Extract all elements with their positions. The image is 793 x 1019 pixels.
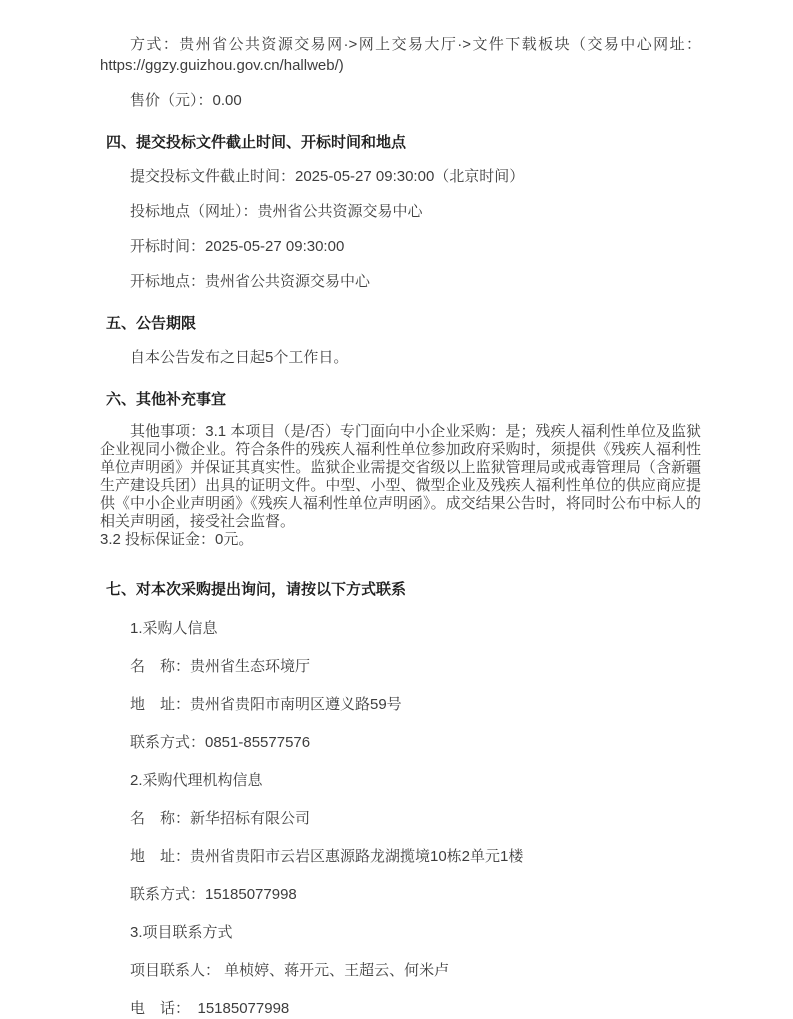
bid-deposit-line: 3.2 投标保证金：0元。 <box>100 531 254 548</box>
agency-info-title: 2.采购代理机构信息 <box>130 772 263 789</box>
document-price-line: 售价（元）：0.00 <box>130 92 242 109</box>
other-matters-paragraph: 其他事项：3.1 本项目（是/否）专门面向中小企业采购：是；残疾人福利性单位及监狱企业视同小微企业。符合条件的残疾人福利性单位参加政府采购时，须提供《残疾人福利性单位声明函》并保证其真实性。监狱企业需提交省级以上监狱管理局或戒毒管理局（含新疆生产建设兵团）出具的证明文件。中型、小型、微型企业及残疾人福利性单位的供应商应提供《中小企业声明函》《残疾人福利性单位声明函》。成交结果公告时，将同时公布中标人的相关声明函，接受社会监督。 <box>100 423 701 530</box>
agency-name-line: 名 称：新华招标有限公司 <box>130 810 311 827</box>
bid-opening-time-line: 开标时间：2025-05-27 09:30:00 <box>130 238 345 255</box>
purchaser-name-line: 名 称：贵州省生态环境厅 <box>130 658 311 675</box>
purchaser-info-title: 1.采购人信息 <box>130 620 218 637</box>
agency-contact-line: 联系方式：15185077998 <box>130 886 297 903</box>
project-contact-persons-line: 项目联系人： 单桢婷、蒋开元、王超云、何米卢 <box>130 962 450 979</box>
purchaser-contact-line: 联系方式：0851-85577576 <box>130 734 311 751</box>
bid-submission-deadline-line: 提交投标文件截止时间：2025-05-27 09:30:00（北京时间） <box>130 168 525 185</box>
section-heading-other-matters: 六、其他补充事宜 <box>106 391 227 408</box>
project-contact-title: 3.项目联系方式 <box>130 924 233 941</box>
bid-location-line: 投标地点（网址）：贵州省公共资源交易中心 <box>130 203 423 220</box>
file-download-method-paragraph: 方式：贵州省公共资源交易网·>网上交易大厅·>文件下载板块（交易中心网址：https://ggzy.guizhou.gov.cn/hallweb/) <box>100 36 701 74</box>
agency-address-line: 地 址：贵州省贵阳市云岩区惠源路龙湖揽境10栋2单元1楼 <box>130 848 524 865</box>
section-heading-deadline-time-place: 四、提交投标文件截止时间、开标时间和地点 <box>106 134 407 151</box>
bid-opening-location-line: 开标地点：贵州省公共资源交易中心 <box>130 273 371 290</box>
project-contact-phone-line: 电 话： 15185077998 <box>130 1000 290 1017</box>
purchaser-address-line: 地 址：贵州省贵阳市南明区遵义路59号 <box>130 696 402 713</box>
announcement-period-line: 自本公告发布之日起5个工作日。 <box>130 349 349 366</box>
section-heading-inquiry-contact: 七、对本次采购提出询问，请按以下方式联系 <box>106 581 407 598</box>
section-heading-announcement-period: 五、公告期限 <box>106 315 197 332</box>
